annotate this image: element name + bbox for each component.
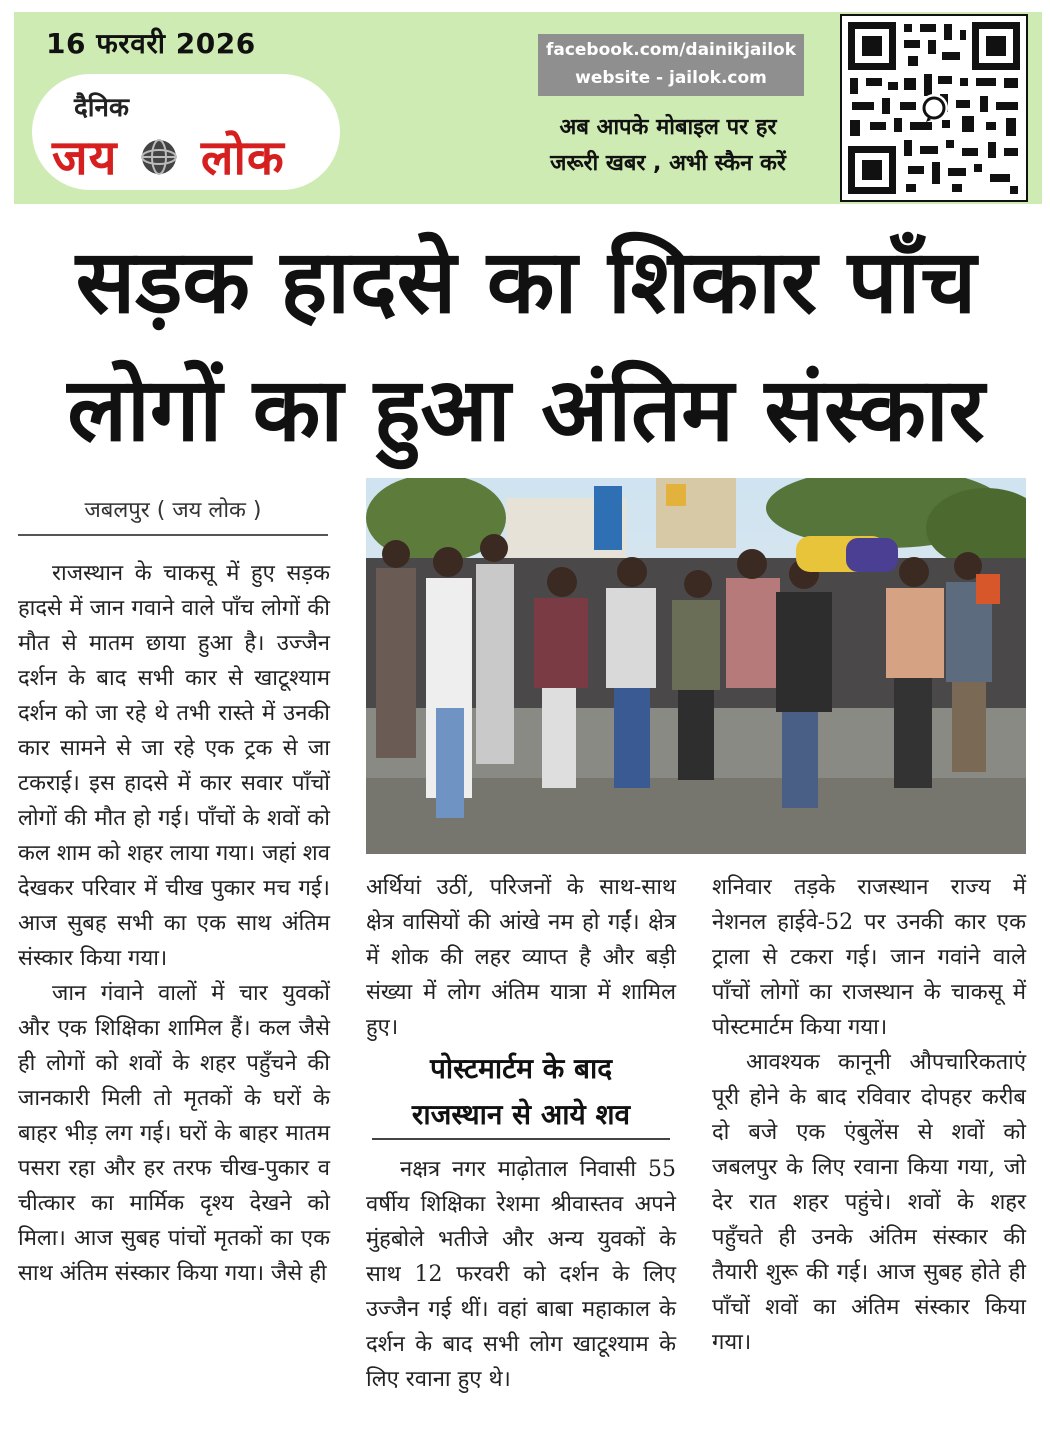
article-column-3 — [712, 870, 1026, 1360]
article-column-1 — [18, 556, 330, 1291]
qr-code-icon[interactable] — [840, 14, 1028, 202]
logo-wordmark — [52, 124, 285, 189]
main-headline — [16, 218, 1036, 474]
masthead — [14, 12, 1042, 204]
edition-date: 16 फरवरी 2026 — [46, 27, 256, 60]
funeral-procession-photo — [366, 478, 1026, 854]
paragraph: नक्षत्र नगर माढ़ोताल निवासी 55 वर्षीय शिक्षिका रेशमा श्रीवास्तव अपने मुंहबोले भतीजे और अन्य युवकों के साथ 12 फरवरी को दर्शन के लिए उज्जैन गई थीं। वहां बाबा महाकाल के दर्शन के बाद सभी लोग खाटूश्याम के लिए रवाना हुए थे। — [366, 1157, 676, 1392]
article-column-2-continued — [366, 1152, 676, 1397]
scan-prompt — [518, 110, 818, 182]
headline-line1: सड़क हादसे का शिकार पाँच — [75, 230, 977, 333]
dateline: जबलपुर ( जय लोक ) — [18, 494, 328, 536]
paragraph: जान गंवाने वालों में चार युवकों और एक शिक्षिका शामिल हैं। कल जैसे ही लोगों को शवों के शहर पहुँचने की जानकारी मिली तो मृतकों के घरों के बाहर भीड़ लग गई। घरों के बाहर मातम पसरा रहा और हर तरफ चीख-पुकार व चीत्कार का मार्मिक दृश्य देखने को मिला। आज सुबह पांचों मृतकों का एक साथ अंतिम संस्कार किया गया। जैसे ही — [18, 981, 330, 1286]
subheading — [366, 1046, 676, 1140]
newspaper-logo — [32, 74, 340, 190]
subheading-line1: पोस्टमार्टम के बाद — [429, 1052, 613, 1085]
facebook-link[interactable]: facebook.com/dainikjailok — [545, 40, 797, 60]
scan-prompt-line1: अब आपके मोबाइल पर हर — [559, 115, 777, 140]
qr-code-graphic — [842, 16, 1026, 200]
scan-prompt-line2: जरूरी खबर , अभी स्कैन करें — [550, 151, 786, 176]
article-column-2 — [366, 870, 676, 1045]
paragraph: अर्थियां उठीं, परिजनों के साथ-साथ क्षेत्र वासियों की आंखे नम हो गईं। क्षेत्र में शोक की लहर व्याप्त है और बड़ी संख्या में लोग अंतिम यात्रा में शामिल हुए। — [366, 875, 676, 1040]
paragraph: शनिवार तड़के राजस्थान राज्य में नेशनल हाईवे-52 पर उनकी कार एक ट्राला से टकरा गई। जान गवांने वाले पाँचों लोगों का राजस्थान के चाकसू में पोस्टमार्टम किया गया। — [712, 875, 1026, 1040]
globe-icon — [139, 133, 179, 189]
headline-line2: लोगों का हुआ अंतिम संस्कार — [67, 358, 985, 461]
paragraph: राजस्थान के चाकसू में हुए सड़क हादसे में जान गवाने वाले पाँच लोगों की मौत से मातम छाया हुआ है। उज्जैन दर्शन के बाद सभी कार से खाटूश्याम दर्शन को जा रहे थे तभी रास्ते में उनकी कार सामने से जा रहे एक ट्रक से जा टकराई। इस हादसे में कार सवार पाँचों लोगों की मौत हो गई। पाँचों के शवों को कल शाम को शहर लाया गया। जहां शव देखकर परिवार में चीख पुकार मच गई। आज सुबह सभी का एक साथ अंतिम संस्कार किया गया। — [18, 561, 330, 971]
website-link[interactable]: website - jailok.com — [575, 68, 767, 88]
logo-dainik: दैनिक — [74, 93, 129, 123]
logo-lok: लोक — [200, 130, 285, 186]
paragraph: आवश्यक कानूनी औपचारिकताएं पूरी होने के बाद रविवार दोपहर करीब दो बजे एक एंबुलेंस से शवों को जबलपुर के लिए रवाना किया गया, जो देर रात शहर पहुंचे। शवों के शहर पहुँचते ही उनके अंतिम संस्कार की तैयारी शुरू की गई। आज सुबह होते ही पाँचों शवों का अंतिम संस्कार किया गया। — [712, 1050, 1026, 1355]
photo-graphic — [366, 478, 1026, 854]
social-links-box — [538, 34, 804, 96]
subheading-line2: राजस्थान से आये शव — [372, 1092, 670, 1140]
logo-jai: जय — [52, 130, 118, 186]
